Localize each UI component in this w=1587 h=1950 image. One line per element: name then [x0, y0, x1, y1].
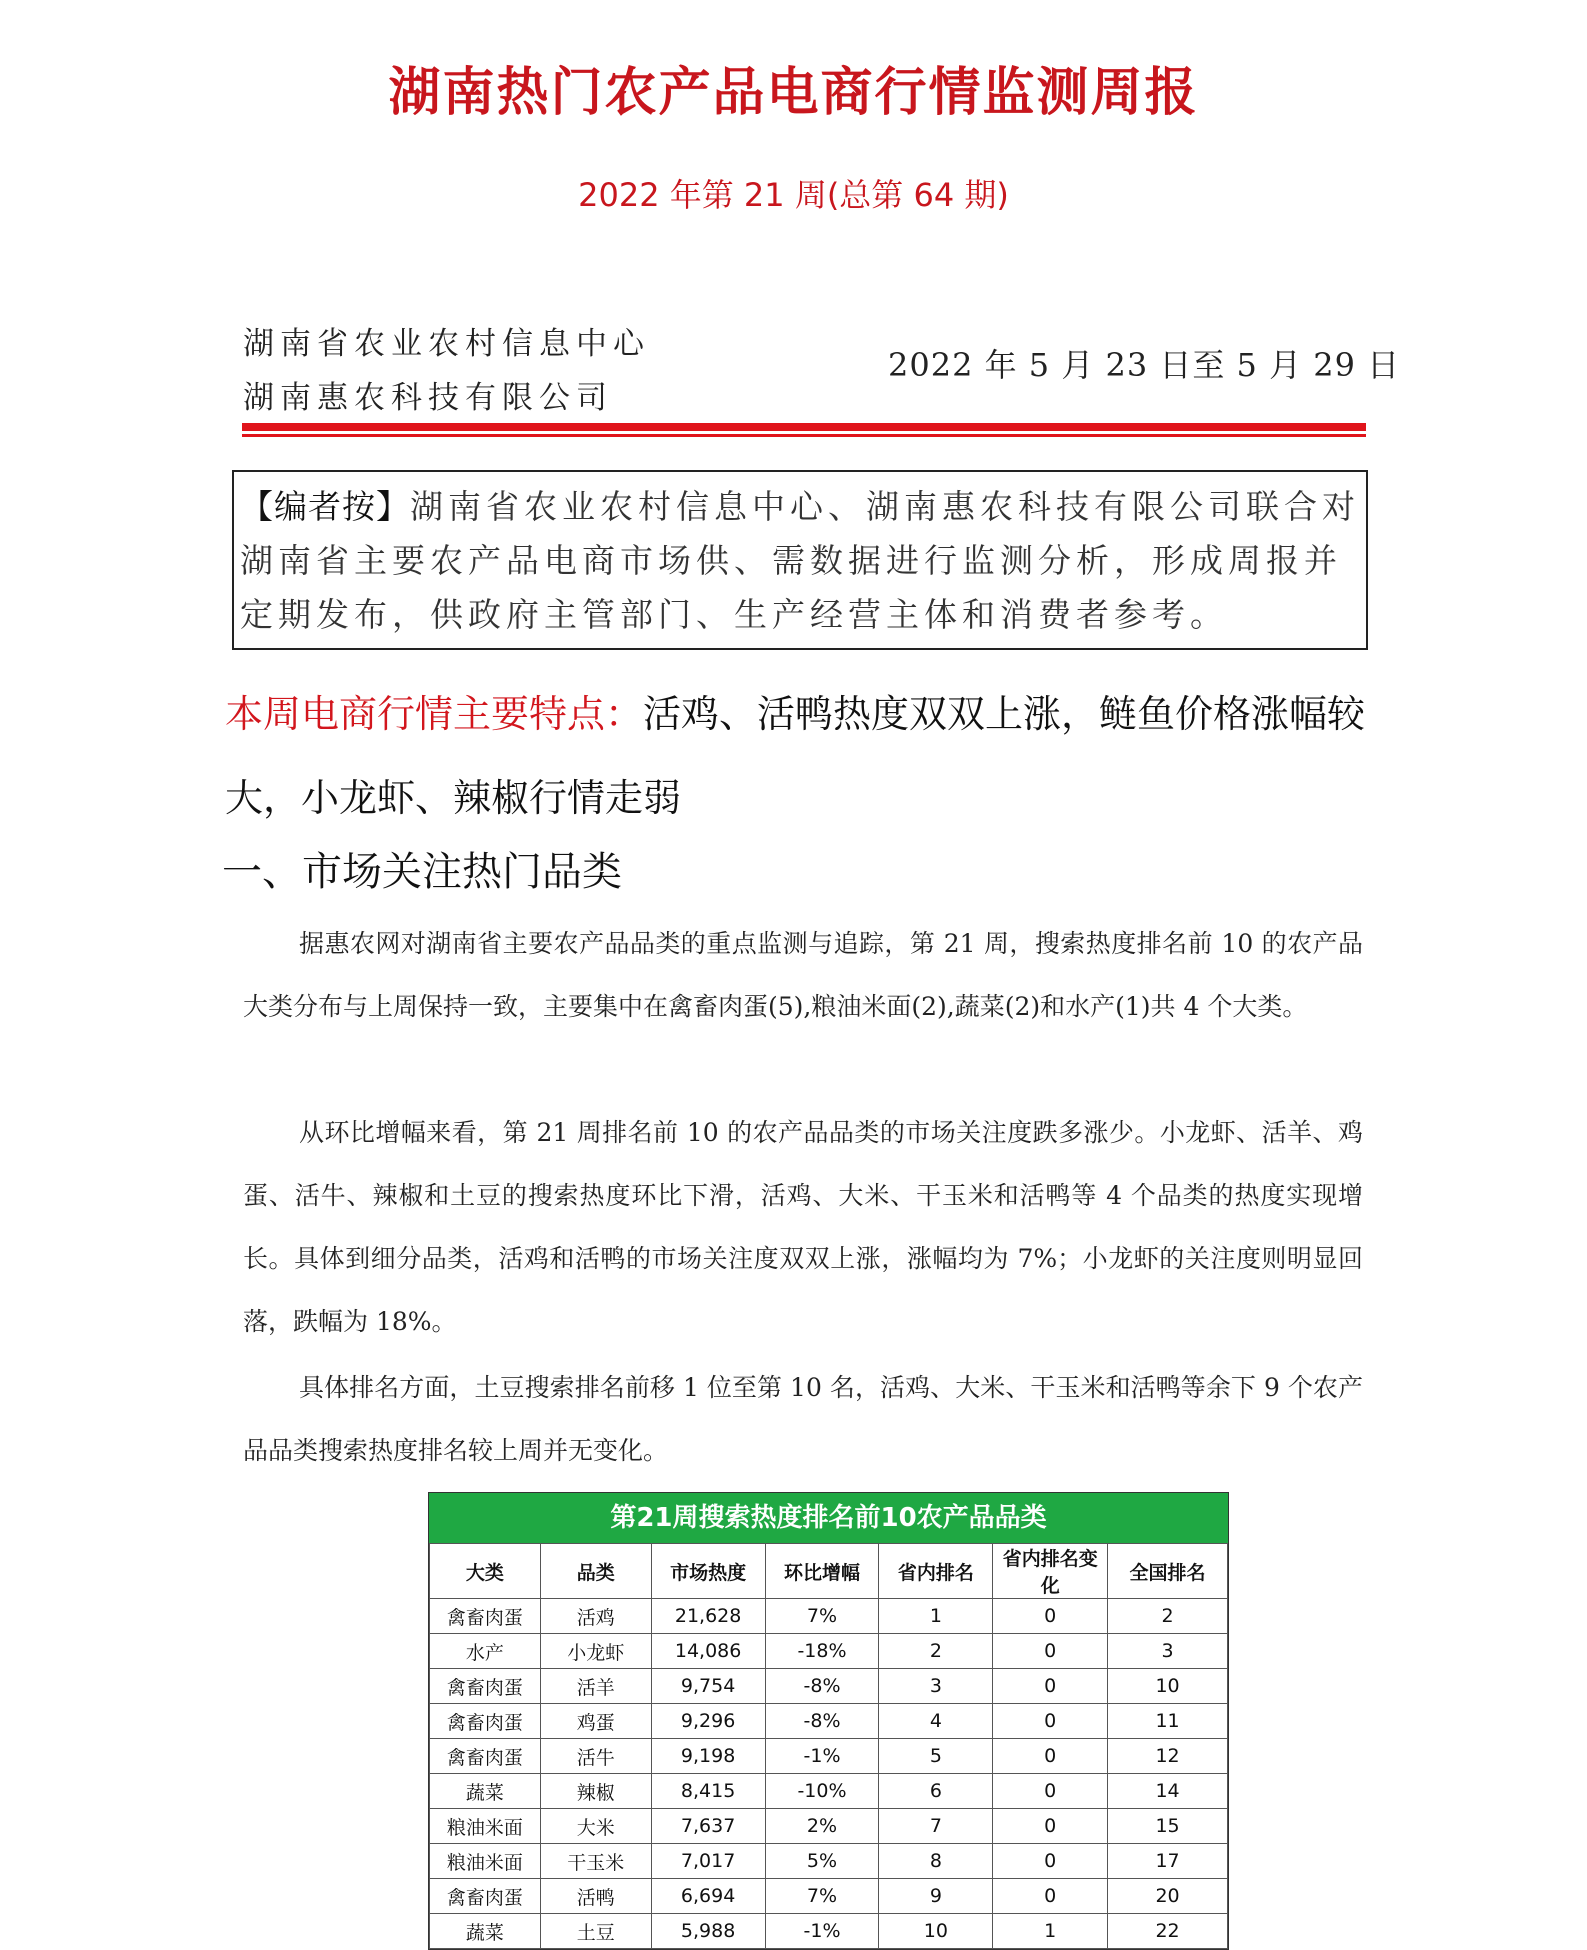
table-row	[430, 1774, 1228, 1809]
table-cell: -18%	[765, 1634, 879, 1669]
table-cell: 12	[1108, 1739, 1228, 1774]
table-cell: 2	[879, 1634, 993, 1669]
table-row	[430, 1599, 1228, 1634]
table-row	[430, 1844, 1228, 1879]
table-cell: 粮油米面	[430, 1844, 541, 1879]
table-row	[430, 1914, 1228, 1949]
table-cell: -10%	[765, 1774, 879, 1809]
date-range: 2022 年 5 月 23 日至 5 月 29 日	[888, 346, 1401, 384]
table-cell: 11	[1108, 1704, 1228, 1739]
table-cell: 6	[879, 1774, 993, 1809]
table-cell: 10	[879, 1914, 993, 1949]
features-heading: 本周电商行情主要特点：	[225, 692, 644, 736]
publisher-org-2: 湖南惠农科技有限公司	[243, 380, 613, 416]
table-cell: 15	[1108, 1809, 1228, 1844]
table-cell: 1	[879, 1599, 993, 1634]
table-cell: 粮油米面	[430, 1809, 541, 1844]
table-cell: 禽畜肉蛋	[430, 1879, 541, 1914]
paragraph-1: 据惠农网对湖南省主要农产品品类的重点监测与追踪，第 21 周，搜索热度排名前 10 的农产品大类分布与上周保持一致，主要集中在禽畜肉蛋(5),粮油米面(2),蔬菜(2)和水产(1)共 4 个大类。	[243, 929, 1363, 1021]
table-cell: 活鸡	[540, 1599, 651, 1634]
paragraph-2: 从环比增幅来看，第 21 周排名前 10 的农产品品类的市场关注度跌多涨少。小龙虾、活羊、鸡蛋、活牛、辣椒和土豆的搜索热度环比下滑，活鸡、大米、干玉米和活鸭等 4 个品类的热度实现增长。具体到细分品类，活鸡和活鸭的市场关注度双双上涨，涨幅均为 7%；小龙虾的关注度则明显回落，跌幅为 18%。	[243, 1118, 1363, 1336]
table-cell: 5	[879, 1739, 993, 1774]
table-cell: 2%	[765, 1809, 879, 1844]
paragraph-3: 具体排名方面，土豆搜索排名前移 1 位至第 10 名，活鸡、大米、干玉米和活鸭等余下 9 个农产品品类搜索热度排名较上周并无变化。	[243, 1373, 1363, 1465]
table-row	[430, 1809, 1228, 1844]
ranking-table-grid	[429, 1543, 1228, 1949]
column-header: 大类	[430, 1544, 541, 1599]
table-row	[430, 1669, 1228, 1704]
column-header: 省内排名变化	[993, 1544, 1108, 1599]
header-divider-thin	[242, 434, 1366, 437]
table-cell: 小龙虾	[540, 1634, 651, 1669]
issue-number: 2022 年第 21 周(总第 64 期)	[578, 176, 1009, 214]
table-cell: 5%	[765, 1844, 879, 1879]
table-cell: 3	[1108, 1634, 1228, 1669]
table-cell: 7,017	[651, 1844, 765, 1879]
table-cell: 禽畜肉蛋	[430, 1739, 541, 1774]
table-cell: -8%	[765, 1704, 879, 1739]
table-cell: 0	[993, 1844, 1108, 1879]
table-cell: 8	[879, 1844, 993, 1879]
table-cell: 9,198	[651, 1739, 765, 1774]
table-cell: 鸡蛋	[540, 1704, 651, 1739]
table-cell: 7	[879, 1809, 993, 1844]
table-cell: 活鸭	[540, 1879, 651, 1914]
table-cell: -1%	[765, 1914, 879, 1949]
table-cell: 0	[993, 1704, 1108, 1739]
table-cell: 0	[993, 1809, 1108, 1844]
table-cell: 蔬菜	[430, 1914, 541, 1949]
table-cell: 禽畜肉蛋	[430, 1599, 541, 1634]
table-cell: 20	[1108, 1879, 1228, 1914]
features-text: 活鸡、活鸭热度双双上涨，鲢鱼价格涨幅较大，小龙虾、辣椒行情走弱	[225, 692, 1366, 820]
table-cell: 水产	[430, 1634, 541, 1669]
table-cell: 1	[993, 1914, 1108, 1949]
table-cell: 9,754	[651, 1669, 765, 1704]
table-cell: 7%	[765, 1599, 879, 1634]
table-cell: 辣椒	[540, 1774, 651, 1809]
table-cell: 5,988	[651, 1914, 765, 1949]
editor-note-text: 湖南省农业农村信息中心、湖南惠农科技有限公司联合对湖南省主要农产品电商市场供、需数据进行监测分析，形成周报并定期发布，供政府主管部门、生产经营主体和消费者参考。	[240, 487, 1360, 634]
report-title: 湖南热门农产品电商行情监测周报	[388, 63, 1199, 123]
table-cell: 7%	[765, 1879, 879, 1914]
table-cell: 9	[879, 1879, 993, 1914]
table-cell: 0	[993, 1774, 1108, 1809]
header-divider-thick	[242, 423, 1366, 431]
column-header: 品类	[540, 1544, 651, 1599]
table-title: 第21周搜索热度排名前10农产品品类	[429, 1493, 1228, 1543]
table-cell: 2	[1108, 1599, 1228, 1634]
table-cell: 禽畜肉蛋	[430, 1704, 541, 1739]
table-cell: 土豆	[540, 1914, 651, 1949]
column-header: 市场热度	[651, 1544, 765, 1599]
table-cell: -8%	[765, 1669, 879, 1704]
table-cell: 干玉米	[540, 1844, 651, 1879]
table-header-row	[430, 1544, 1228, 1599]
table-cell: 0	[993, 1634, 1108, 1669]
table-cell: 大米	[540, 1809, 651, 1844]
table-row	[430, 1704, 1228, 1739]
table-cell: 3	[879, 1669, 993, 1704]
table-cell: 0	[993, 1599, 1108, 1634]
table-row	[430, 1739, 1228, 1774]
publisher-org-1: 湖南省农业农村信息中心	[243, 326, 650, 362]
table-cell: 7,637	[651, 1809, 765, 1844]
table-cell: 21,628	[651, 1599, 765, 1634]
table-cell: 17	[1108, 1844, 1228, 1879]
table-cell: 禽畜肉蛋	[430, 1669, 541, 1704]
table-cell: 活羊	[540, 1669, 651, 1704]
table-cell: 活牛	[540, 1739, 651, 1774]
ranking-table	[428, 1492, 1229, 1950]
section-title: 一、市场关注热门品类	[222, 849, 622, 895]
table-row	[430, 1879, 1228, 1914]
editor-note-box	[232, 470, 1368, 650]
table-cell: 10	[1108, 1669, 1228, 1704]
table-cell: -1%	[765, 1739, 879, 1774]
table-cell: 0	[993, 1669, 1108, 1704]
table-cell: 14	[1108, 1774, 1228, 1809]
table-cell: 14,086	[651, 1634, 765, 1669]
column-header: 环比增幅	[765, 1544, 879, 1599]
table-row	[430, 1634, 1228, 1669]
column-header: 省内排名	[879, 1544, 993, 1599]
table-cell: 6,694	[651, 1879, 765, 1914]
table-cell: 4	[879, 1704, 993, 1739]
table-cell: 9,296	[651, 1704, 765, 1739]
column-header: 全国排名	[1108, 1544, 1228, 1599]
table-cell: 22	[1108, 1914, 1228, 1949]
table-cell: 0	[993, 1739, 1108, 1774]
table-cell: 8,415	[651, 1774, 765, 1809]
table-cell: 蔬菜	[430, 1774, 541, 1809]
weekly-features	[225, 672, 1405, 840]
editor-note-heading: 【编者按】	[240, 487, 410, 526]
table-cell: 0	[993, 1879, 1108, 1914]
